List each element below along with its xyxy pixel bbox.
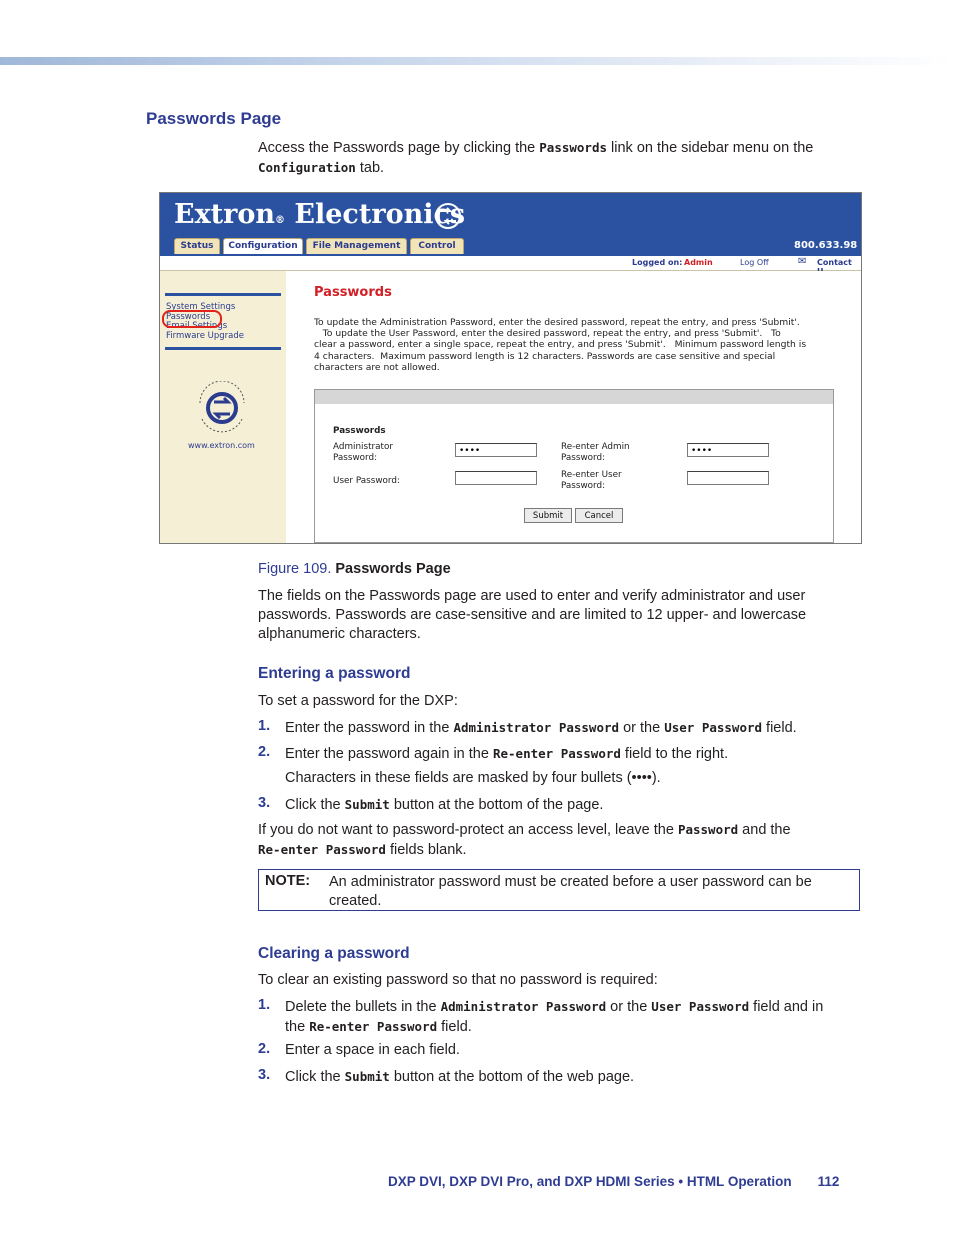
entering-step-2 xyxy=(285,744,865,764)
brand-extron: Extron xyxy=(174,199,276,230)
code-submit: Submit xyxy=(344,1069,390,1084)
entering-step-3 xyxy=(285,795,865,815)
user-password-input[interactable] xyxy=(455,471,537,485)
step-number: 2. xyxy=(258,744,271,760)
figure-label: Figure 109. xyxy=(258,561,332,577)
clearing-heading: Clearing a password xyxy=(258,945,410,962)
page-number: 112 xyxy=(817,1174,840,1189)
label-line: Re-enter User xyxy=(561,470,622,480)
paragraph-line: passwords. Passwords are case-sensitive and are limited to 12 upper- and lowercase xyxy=(258,607,807,623)
desc-line: 4 characters. Maximum password length is 12 characters. Passwords are case sensitive and special xyxy=(314,350,776,362)
logged-on-user: Admin xyxy=(684,258,713,267)
fields-paragraph xyxy=(258,587,858,644)
sidebar-item-system-settings[interactable]: System Settings xyxy=(166,302,236,312)
ui-status-bar xyxy=(160,256,861,271)
note-text: An administrator password must be created before a user password can be created. xyxy=(329,874,812,909)
reenter-admin-input[interactable]: •••• xyxy=(687,443,769,457)
intro-paragraph xyxy=(258,138,858,178)
step-number: 3. xyxy=(258,1067,271,1083)
ui-header xyxy=(160,193,861,256)
mail-icon: ✉ xyxy=(798,256,807,267)
reenter-user-label xyxy=(561,470,622,492)
desc-line: characters are not allowed. xyxy=(314,361,440,373)
clearing-lead: To clear an existing password so that no password is required: xyxy=(258,972,658,988)
step-text: or the xyxy=(606,999,652,1015)
top-gradient-bar xyxy=(0,57,954,65)
tab-file-management[interactable]: File Management xyxy=(306,238,407,254)
step-number: 1. xyxy=(258,997,271,1013)
intro-code-configuration: Configuration xyxy=(258,160,356,175)
entering-lead: To set a password for the DXP: xyxy=(258,693,458,709)
step-text: Click the xyxy=(285,797,345,813)
para-text: If you do not want to password-protect an access level, leave the xyxy=(258,822,678,838)
code-reenter-password: Re-enter Password xyxy=(309,1019,438,1034)
code-admin-password: Administrator Password xyxy=(453,720,620,735)
step-text: or the xyxy=(619,720,665,736)
sidebar-item-passwords[interactable]: Passwords xyxy=(166,312,211,322)
cancel-button[interactable]: Cancel xyxy=(575,508,623,523)
intro-code-passwords: Passwords xyxy=(539,140,608,155)
desc-line: To update the Administration Password, enter the desired password, repeat the entry, and press 'Submit'. xyxy=(314,317,800,328)
step-text: field and in xyxy=(749,999,824,1015)
website-link[interactable]: www.extron.com xyxy=(188,441,255,450)
step-text: button at the bottom of the page. xyxy=(389,797,604,813)
step-text: field to the right. xyxy=(620,746,729,762)
submit-button[interactable]: Submit xyxy=(524,508,572,523)
brand-electronics: Electronics xyxy=(285,199,466,230)
sidebar-item-firmware-upgrade[interactable]: Firmware Upgrade xyxy=(166,331,244,341)
step-text: the xyxy=(285,1019,310,1035)
passwords-page-screenshot xyxy=(159,192,862,544)
step-text: Delete the bullets in the xyxy=(285,999,441,1015)
sidebar-item-email-settings[interactable]: Email Settings xyxy=(166,321,228,331)
note-box xyxy=(258,869,860,911)
footer-title: DXP DVI, DXP DVI Pro, and DXP HDMI Series • HTML Operation xyxy=(388,1174,792,1189)
step-text: field. xyxy=(762,720,797,736)
section-title: Passwords Page xyxy=(146,109,282,128)
note-label: NOTE: xyxy=(265,873,311,889)
figure-title: Passwords Page xyxy=(335,561,451,577)
figure-caption xyxy=(258,561,451,577)
clearing-step-2: Enter a space in each field. xyxy=(285,1042,460,1058)
user-password-label: User Password: xyxy=(333,476,400,486)
entering-step-1 xyxy=(285,718,865,738)
desc-line: To update the User Password, enter the desired password, repeat the entry, and press 'Submit'. To xyxy=(314,328,781,340)
admin-password-label xyxy=(333,442,393,464)
label-line: Administrator xyxy=(333,442,393,452)
label-line: Password: xyxy=(333,453,378,463)
ui-phone: 800.633.98 xyxy=(794,240,858,251)
step-text: Enter the password in the xyxy=(285,720,454,736)
tab-configuration[interactable]: Configuration xyxy=(223,238,303,254)
para-text: fields blank. xyxy=(385,842,467,858)
panel-heading: Passwords xyxy=(333,426,386,436)
code-user-password: User Password xyxy=(651,999,750,1014)
code-reenter-password: Re-enter Password xyxy=(492,746,621,761)
desc-line: clear a password, enter a single space, repeat the entry, and press 'Submit'. Minimum password length is xyxy=(314,339,807,351)
admin-password-input[interactable]: •••• xyxy=(455,443,537,457)
extron-logo-icon xyxy=(430,202,466,230)
tab-control[interactable]: Control xyxy=(410,238,464,254)
intro-text: Access the Passwords page by clicking the xyxy=(258,140,540,156)
logged-on-label: Logged on: xyxy=(632,258,683,267)
clearing-step-3 xyxy=(285,1067,865,1087)
intro-text-post: tab. xyxy=(355,160,385,176)
code-admin-password: Administrator Password xyxy=(440,999,607,1014)
ui-description xyxy=(314,317,862,373)
label-line: Re-enter Admin xyxy=(561,442,630,452)
sidebar-divider-bottom xyxy=(165,347,281,350)
step-text: field. xyxy=(437,1019,472,1035)
label-line: Password: xyxy=(561,481,606,491)
brand-registered: ® xyxy=(275,215,286,226)
clearing-step-1 xyxy=(285,997,865,1037)
reenter-user-input[interactable] xyxy=(687,471,769,485)
tab-status[interactable]: Status xyxy=(174,238,220,254)
reenter-admin-label xyxy=(561,442,630,464)
step-text: Click the xyxy=(285,1069,345,1085)
step-text: Enter the password again in the xyxy=(285,746,493,762)
sidebar-divider-top xyxy=(165,293,281,296)
log-off-link[interactable]: Log Off xyxy=(740,258,769,267)
label-line: Password: xyxy=(561,453,606,463)
contact-link[interactable]: Contact xyxy=(817,258,852,267)
ui-brand xyxy=(174,199,465,230)
paragraph-line: The fields on the Passwords page are used to enter and verify administrator and user xyxy=(258,588,806,604)
step-number: 2. xyxy=(258,1041,271,1057)
service-support-logo-icon xyxy=(190,381,254,435)
code-password: Password xyxy=(677,822,739,837)
code-reenter-password: Re-enter Password xyxy=(258,842,386,857)
ui-main xyxy=(286,271,861,543)
entering-heading: Entering a password xyxy=(258,665,411,682)
code-user-password: User Password xyxy=(664,720,763,735)
page-footer xyxy=(388,1174,839,1189)
code-submit: Submit xyxy=(344,797,390,812)
entering-step-2-note: Characters in these fields are masked by four bullets (••••). xyxy=(285,770,661,786)
panel-header-bar xyxy=(315,390,833,404)
ui-page-title: Passwords xyxy=(314,285,392,300)
highlight-circle xyxy=(162,310,222,328)
step-number: 3. xyxy=(258,795,271,811)
step-number: 1. xyxy=(258,718,271,734)
para-text: and the xyxy=(738,822,791,838)
leave-blank-paragraph xyxy=(258,820,858,860)
passwords-panel xyxy=(314,389,834,543)
intro-text-mid: link on the sidebar menu on the xyxy=(607,140,814,156)
step-text: button at the bottom of the web page. xyxy=(389,1069,635,1085)
paragraph-line: alphanumeric characters. xyxy=(258,626,421,642)
